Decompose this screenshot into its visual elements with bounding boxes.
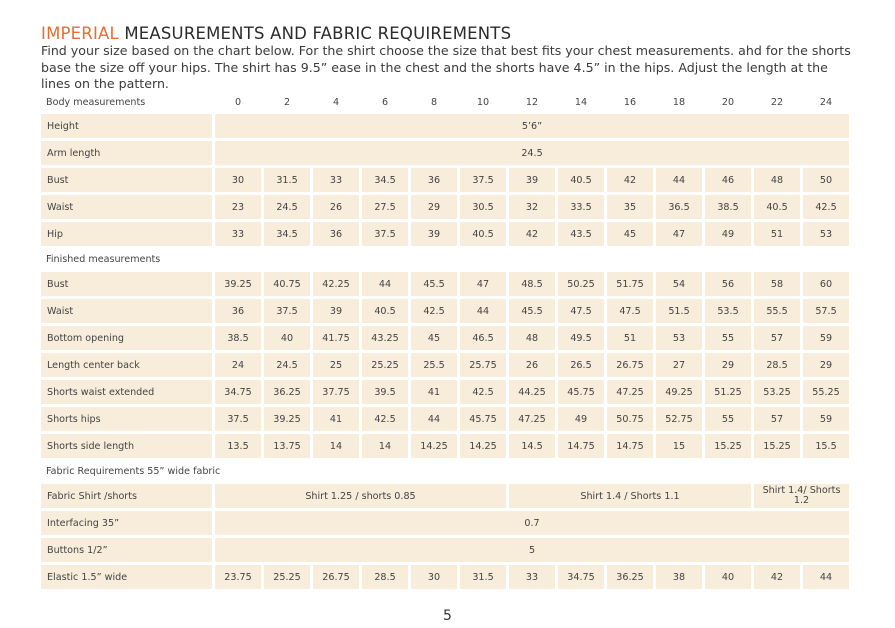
table-row (41, 299, 849, 323)
row-value: 40 (705, 565, 751, 589)
table-row (41, 168, 849, 192)
row-value: 36.25 (264, 380, 310, 404)
row-value: 13.5 (215, 434, 261, 458)
row-value: 34.5 (264, 222, 310, 246)
row-value: 57.5 (803, 299, 849, 323)
row-value: 51.25 (705, 380, 751, 404)
row-value: 43.5 (558, 222, 604, 246)
row-value: 37.5 (215, 407, 261, 431)
row-value: 45 (607, 222, 653, 246)
row-value: 47 (656, 222, 702, 246)
row-value: 40 (264, 326, 310, 350)
size-header-cell: 12 (525, 97, 539, 108)
row-value: 42.5 (362, 407, 408, 431)
table-row (41, 272, 849, 296)
row-value: 14.5 (509, 434, 555, 458)
row-value: 53.25 (754, 380, 800, 404)
title-accent: IMPERIAL (41, 24, 119, 43)
size-chart-table (38, 91, 852, 592)
row-value: 50 (803, 168, 849, 192)
row-value: 29 (705, 353, 751, 377)
row-value: 29 (411, 195, 457, 219)
row-value: Shirt 1.4/ Shorts 1.2 (754, 484, 849, 508)
row-value: 42 (754, 565, 800, 589)
section-label: Body measurements (46, 97, 146, 108)
row-value: 51.75 (607, 272, 653, 296)
row-value: 33.5 (558, 195, 604, 219)
row-value: 0.7 (215, 511, 849, 535)
row-value: Shirt 1.25 / shorts 0.85 (215, 484, 506, 508)
row-label: Waist (41, 299, 212, 323)
row-value: 57 (754, 326, 800, 350)
size-header-cell: 6 (381, 97, 389, 108)
row-value: 51 (754, 222, 800, 246)
section-label: Finished measurements (46, 253, 161, 265)
row-label: Interfacing 35” (41, 511, 212, 535)
row-value: 42.25 (313, 272, 359, 296)
row-value: 14.25 (411, 434, 457, 458)
row-value: 28.5 (754, 353, 800, 377)
table-row (41, 326, 849, 350)
row-value: 47.25 (509, 407, 555, 431)
row-value: 33 (313, 168, 359, 192)
row-value: 31.5 (460, 565, 506, 589)
row-value: 40.5 (754, 195, 800, 219)
row-value: 26.75 (313, 565, 359, 589)
table-row (41, 195, 849, 219)
row-value: 34.75 (215, 380, 261, 404)
row-label: Length center back (41, 353, 212, 377)
row-value: 5 (215, 538, 849, 562)
row-value: 41 (411, 380, 457, 404)
row-value: 27.5 (362, 195, 408, 219)
row-value: 50.75 (607, 407, 653, 431)
size-header-cell: 16 (623, 97, 637, 108)
row-value: 35 (607, 195, 653, 219)
row-value: 51.5 (656, 299, 702, 323)
section-row (41, 461, 849, 481)
row-label: Buttons 1/2” (41, 538, 212, 562)
size-header-cell: 18 (672, 97, 686, 108)
size-header-cell: 20 (721, 97, 735, 108)
row-value: 46 (705, 168, 751, 192)
row-value: 49 (558, 407, 604, 431)
row-value: 15.25 (754, 434, 800, 458)
row-value: 32 (509, 195, 555, 219)
row-value: 47.5 (607, 299, 653, 323)
row-value: 40.5 (558, 168, 604, 192)
row-value: 14.25 (460, 434, 506, 458)
table-row (41, 565, 849, 589)
row-label: Shorts side length (41, 434, 212, 458)
row-value: 26.75 (607, 353, 653, 377)
row-label: Elastic 1.5” wide (41, 565, 212, 589)
row-value: 45.5 (509, 299, 555, 323)
row-value: 55 (705, 326, 751, 350)
table-row (41, 141, 849, 165)
row-value: 28.5 (362, 565, 408, 589)
row-value: 30.5 (460, 195, 506, 219)
row-value: 60 (803, 272, 849, 296)
row-value: 5’6” (215, 114, 849, 138)
row-value: Shirt 1.4 / Shorts 1.1 (509, 484, 751, 508)
size-header-cell: 0 (234, 97, 242, 108)
row-value: 45 (411, 326, 457, 350)
row-value: 40.75 (264, 272, 310, 296)
row-value: 39 (509, 168, 555, 192)
row-value: 26 (509, 353, 555, 377)
table-row (41, 484, 849, 508)
size-chart-body (41, 94, 849, 589)
size-header-row (41, 94, 849, 111)
row-value: 30 (215, 168, 261, 192)
row-value: 40.5 (362, 299, 408, 323)
row-value: 25.25 (264, 565, 310, 589)
row-value: 37.5 (460, 168, 506, 192)
page-number: 5 (443, 608, 452, 624)
row-value: 43.25 (362, 326, 408, 350)
size-header-cell: 8 (430, 97, 438, 108)
row-value: 47 (460, 272, 506, 296)
page-title (41, 24, 511, 43)
row-value: 55.25 (803, 380, 849, 404)
size-header-cell: 10 (476, 97, 490, 108)
row-value: 49 (705, 222, 751, 246)
row-value: 42.5 (411, 299, 457, 323)
row-value: 47.5 (558, 299, 604, 323)
row-value: 27 (656, 353, 702, 377)
row-value: 46.5 (460, 326, 506, 350)
row-value: 36.25 (607, 565, 653, 589)
row-value: 26 (313, 195, 359, 219)
row-value: 48 (509, 326, 555, 350)
table-row (41, 222, 849, 246)
row-value: 48.5 (509, 272, 555, 296)
row-value: 53 (656, 326, 702, 350)
table-row (41, 434, 849, 458)
row-value: 24.5 (215, 141, 849, 165)
size-header-cell: 2 (283, 97, 291, 108)
row-value: 25.25 (362, 353, 408, 377)
row-value: 23.75 (215, 565, 261, 589)
row-value: 24.5 (264, 195, 310, 219)
row-value: 53 (803, 222, 849, 246)
row-value: 44 (656, 168, 702, 192)
row-value: 58 (754, 272, 800, 296)
row-value: 49.5 (558, 326, 604, 350)
size-header-cell: 24 (819, 97, 833, 108)
row-value: 45.5 (411, 272, 457, 296)
row-value: 52.75 (656, 407, 702, 431)
row-value: 37.75 (313, 380, 359, 404)
size-header-cell: 14 (574, 97, 588, 108)
section-label: Fabric Requirements 55” wide fabric (46, 465, 221, 477)
section-row (41, 249, 849, 269)
row-value: 24 (215, 353, 261, 377)
row-value: 39 (313, 299, 359, 323)
row-value: 25.75 (460, 353, 506, 377)
row-value: 30 (411, 565, 457, 589)
table-row (41, 353, 849, 377)
row-value: 38.5 (705, 195, 751, 219)
row-value: 44.25 (509, 380, 555, 404)
row-value: 42.5 (460, 380, 506, 404)
row-value: 42 (607, 168, 653, 192)
row-value: 36 (313, 222, 359, 246)
row-value: 13.75 (264, 434, 310, 458)
row-value: 45.75 (558, 380, 604, 404)
row-label: Fabric Shirt /shorts (41, 484, 212, 508)
row-value: 48 (754, 168, 800, 192)
table-row (41, 380, 849, 404)
row-value: 44 (460, 299, 506, 323)
row-value: 26.5 (558, 353, 604, 377)
title-rest: MEASUREMENTS AND FABRIC REQUIREMENTS (118, 24, 512, 43)
row-value: 34.5 (362, 168, 408, 192)
row-value: 44 (411, 407, 457, 431)
row-label: Bottom opening (41, 326, 212, 350)
row-label: Hip (41, 222, 212, 246)
row-value: 53.5 (705, 299, 751, 323)
row-value: 39.25 (215, 272, 261, 296)
row-value: 14.75 (558, 434, 604, 458)
row-label: Height (41, 114, 212, 138)
row-value: 50.25 (558, 272, 604, 296)
row-value: 15 (656, 434, 702, 458)
row-value: 23 (215, 195, 261, 219)
row-value: 39 (411, 222, 457, 246)
table-row (41, 538, 849, 562)
size-header-cell: 22 (770, 97, 784, 108)
row-value: 38.5 (215, 326, 261, 350)
row-value: 14 (313, 434, 359, 458)
row-value: 24.5 (264, 353, 310, 377)
row-label: Arm length (41, 141, 212, 165)
row-label: Shorts waist extended (41, 380, 212, 404)
row-value: 45.75 (460, 407, 506, 431)
row-value: 40.5 (460, 222, 506, 246)
row-value: 14 (362, 434, 408, 458)
row-value: 31.5 (264, 168, 310, 192)
row-value: 59 (803, 326, 849, 350)
table-row (41, 407, 849, 431)
row-label: Shorts hips (41, 407, 212, 431)
row-value: 42 (509, 222, 555, 246)
row-value: 55 (705, 407, 751, 431)
row-value: 34.75 (558, 565, 604, 589)
row-value: 51 (607, 326, 653, 350)
row-value: 44 (362, 272, 408, 296)
size-header-cell: 4 (332, 97, 340, 108)
row-value: 49.25 (656, 380, 702, 404)
row-label: Bust (41, 168, 212, 192)
row-value: 33 (215, 222, 261, 246)
row-value: 39.25 (264, 407, 310, 431)
row-value: 56 (705, 272, 751, 296)
row-label: Bust (41, 272, 212, 296)
row-value: 15.25 (705, 434, 751, 458)
table-row (41, 511, 849, 535)
row-value: 54 (656, 272, 702, 296)
row-value: 57 (754, 407, 800, 431)
row-value: 37.5 (264, 299, 310, 323)
table-row (41, 114, 849, 138)
row-value: 59 (803, 407, 849, 431)
row-value: 44 (803, 565, 849, 589)
row-value: 41.75 (313, 326, 359, 350)
row-value: 39.5 (362, 380, 408, 404)
row-value: 14.75 (607, 434, 653, 458)
row-value: 38 (656, 565, 702, 589)
intro-text: Find your size based on the chart below. For the shirt choose the size that best fits your chest measurements. ahd for the shorts base the size off your hips. The shirt has 9.5” ease in the chest and the shorts have 4.5” in the hips. Adjust the length at the lines on the pattern. (41, 43, 851, 91)
row-value: 15.5 (803, 434, 849, 458)
row-value: 55.5 (754, 299, 800, 323)
row-label: Waist (41, 195, 212, 219)
row-value: 37.5 (362, 222, 408, 246)
row-value: 29 (803, 353, 849, 377)
row-value: 36.5 (656, 195, 702, 219)
row-value: 36 (411, 168, 457, 192)
row-value: 36 (215, 299, 261, 323)
row-value: 25 (313, 353, 359, 377)
row-value: 33 (509, 565, 555, 589)
row-value: 25.5 (411, 353, 457, 377)
row-value: 42.5 (803, 195, 849, 219)
row-value: 47.25 (607, 380, 653, 404)
row-value: 41 (313, 407, 359, 431)
